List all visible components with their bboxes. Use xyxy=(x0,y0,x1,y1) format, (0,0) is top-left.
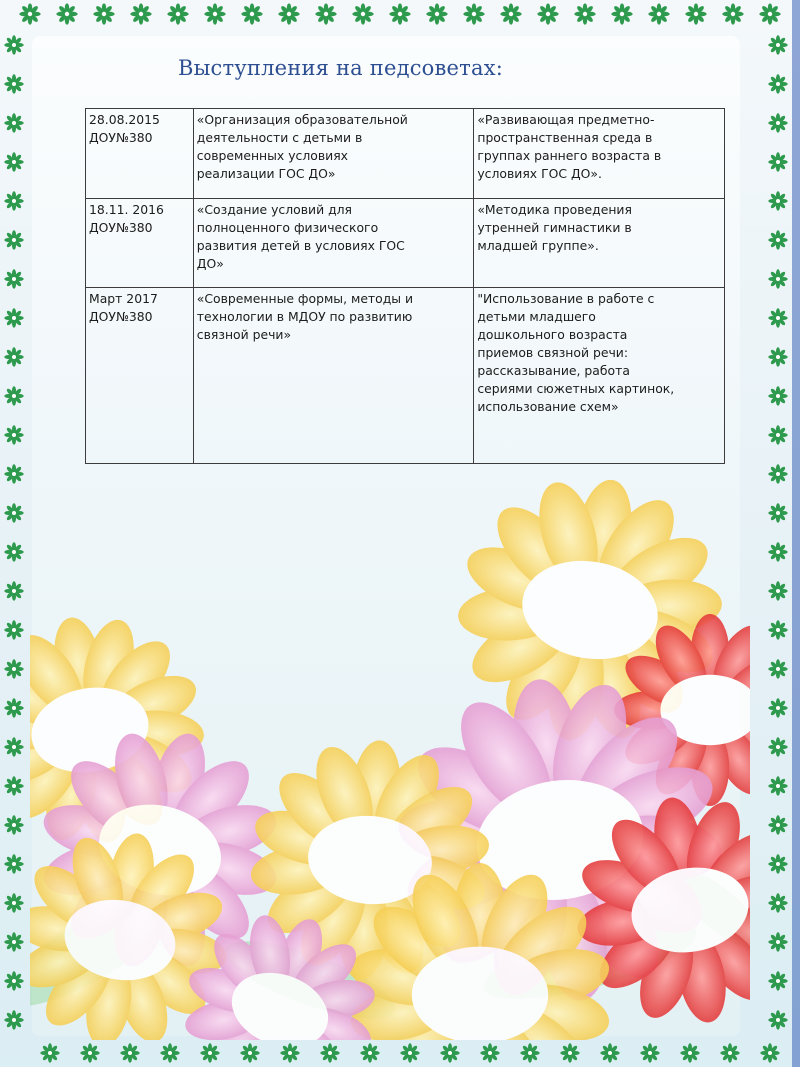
flower-motif-icon xyxy=(4,230,23,249)
flower-motif-icon xyxy=(768,269,787,288)
topic-cell: «Создание условий для полноценного физического развития детей в условиях ГОС ДО» xyxy=(193,199,474,288)
flower-motif-icon xyxy=(160,1043,179,1062)
flower-motif-icon xyxy=(4,815,23,834)
daisy-illustration xyxy=(30,480,750,1040)
flower-motif-icon xyxy=(768,971,787,990)
flower-motif-icon xyxy=(611,3,632,24)
table-row xyxy=(86,109,725,199)
flower-motif-icon xyxy=(4,269,23,288)
flower-motif-icon xyxy=(167,3,188,24)
flower-motif-icon xyxy=(500,3,521,24)
flower-motif-icon xyxy=(537,3,558,24)
flower-motif-icon xyxy=(600,1043,619,1062)
date-cell: 28.08.2015 ДОУ№380 xyxy=(86,109,194,199)
table-row xyxy=(86,199,725,288)
flower-motif-icon xyxy=(4,698,23,717)
flower-motif-icon xyxy=(768,386,787,405)
flower-motif-icon xyxy=(768,152,787,171)
flower-motif-icon xyxy=(768,815,787,834)
flower-motif-icon xyxy=(480,1043,499,1062)
flower-motif-icon xyxy=(4,464,23,483)
flower-motif-icon xyxy=(4,776,23,795)
flower-motif-icon xyxy=(768,620,787,639)
talk-cell: «Развивающая предметно- пространственная среда в группах раннего возраста в условиях ГОС ДО». xyxy=(474,109,725,199)
flower-motif-icon xyxy=(40,1043,59,1062)
flower-motif-icon xyxy=(4,308,23,327)
talk-cell: "Использование в работе с детьми младшего дошкольного возраста приемов связной речи: рассказывание, работа сериями сюжетных картинок, использование схем» xyxy=(474,288,725,464)
flower-motif-icon xyxy=(130,3,151,24)
flower-motif-icon xyxy=(389,3,410,24)
flower-motif-icon xyxy=(278,3,299,24)
flower-motif-icon xyxy=(315,3,336,24)
flower-motif-icon xyxy=(760,1043,779,1062)
flower-motif-icon xyxy=(4,854,23,873)
flower-motif-icon xyxy=(574,3,595,24)
flower-motif-icon xyxy=(200,1043,219,1062)
flower-motif-icon xyxy=(768,230,787,249)
flower-motif-icon xyxy=(440,1043,459,1062)
flower-motif-icon xyxy=(4,152,23,171)
flower-motif-icon xyxy=(680,1043,699,1062)
flower-motif-icon xyxy=(4,191,23,210)
flower-motif-icon xyxy=(768,932,787,951)
date-cell: Март 2017 ДОУ№380 xyxy=(86,288,194,464)
flower-motif-icon xyxy=(768,347,787,366)
flower-motif-icon xyxy=(56,3,77,24)
flower-motif-icon xyxy=(768,854,787,873)
flower-motif-icon xyxy=(4,971,23,990)
flower-motif-icon xyxy=(768,191,787,210)
flower-motif-icon xyxy=(4,386,23,405)
flower-motif-icon xyxy=(120,1043,139,1062)
flower-motif-icon xyxy=(4,737,23,756)
flower-motif-icon xyxy=(4,425,23,444)
topic-cell: «Организация образовательной деятельности с детьми в современных условиях реализации ГОС ДО» xyxy=(193,109,474,199)
flower-motif-icon xyxy=(768,776,787,795)
flower-motif-icon xyxy=(280,1043,299,1062)
topic-cell: «Современные формы, методы и технологии в МДОУ по развитию связной речи» xyxy=(193,288,474,464)
page-title: Выступления на педсоветах: xyxy=(178,56,504,80)
flower-motif-icon xyxy=(93,3,114,24)
flower-motif-icon xyxy=(4,620,23,639)
flower-motif-icon xyxy=(4,74,23,93)
flower-motif-icon xyxy=(4,932,23,951)
flower-motif-icon xyxy=(4,581,23,600)
flower-motif-icon xyxy=(520,1043,539,1062)
flower-motif-icon xyxy=(400,1043,419,1062)
flower-motif-icon xyxy=(352,3,373,24)
talk-cell: «Методика проведения утренней гимнастики в младшей группе». xyxy=(474,199,725,288)
flower-motif-icon xyxy=(240,1043,259,1062)
flower-motif-icon xyxy=(4,503,23,522)
flower-motif-icon xyxy=(80,1043,99,1062)
flower-motif-icon xyxy=(320,1043,339,1062)
flower-motif-icon xyxy=(4,35,23,54)
flower-motif-icon xyxy=(768,35,787,54)
flower-motif-icon xyxy=(768,464,787,483)
flower-motif-icon xyxy=(241,3,262,24)
flower-motif-icon xyxy=(768,698,787,717)
flower-motif-icon xyxy=(720,1043,739,1062)
date-cell: 18.11. 2016 ДОУ№380 xyxy=(86,199,194,288)
flower-motif-icon xyxy=(360,1043,379,1062)
flower-motif-icon xyxy=(768,581,787,600)
flower-motif-icon xyxy=(4,542,23,561)
flower-motif-icon xyxy=(768,425,787,444)
flower-motif-icon xyxy=(560,1043,579,1062)
flower-motif-icon xyxy=(4,113,23,132)
flower-motif-icon xyxy=(463,3,484,24)
flower-motif-icon xyxy=(768,308,787,327)
talks-table xyxy=(85,108,725,464)
flower-motif-icon xyxy=(204,3,225,24)
flower-motif-icon xyxy=(768,659,787,678)
table-row xyxy=(86,288,725,464)
flower-motif-icon xyxy=(426,3,447,24)
flower-motif-icon xyxy=(768,893,787,912)
flower-motif-icon xyxy=(4,659,23,678)
flower-motif-icon xyxy=(640,1043,659,1062)
flower-motif-icon xyxy=(768,737,787,756)
flower-motif-icon xyxy=(768,542,787,561)
flower-motif-icon xyxy=(648,3,669,24)
flower-motif-icon xyxy=(768,74,787,93)
flower-motif-icon xyxy=(768,503,787,522)
flower-motif-icon xyxy=(685,3,706,24)
flower-motif-icon xyxy=(768,113,787,132)
flower-motif-icon xyxy=(4,893,23,912)
flower-motif-icon xyxy=(4,347,23,366)
